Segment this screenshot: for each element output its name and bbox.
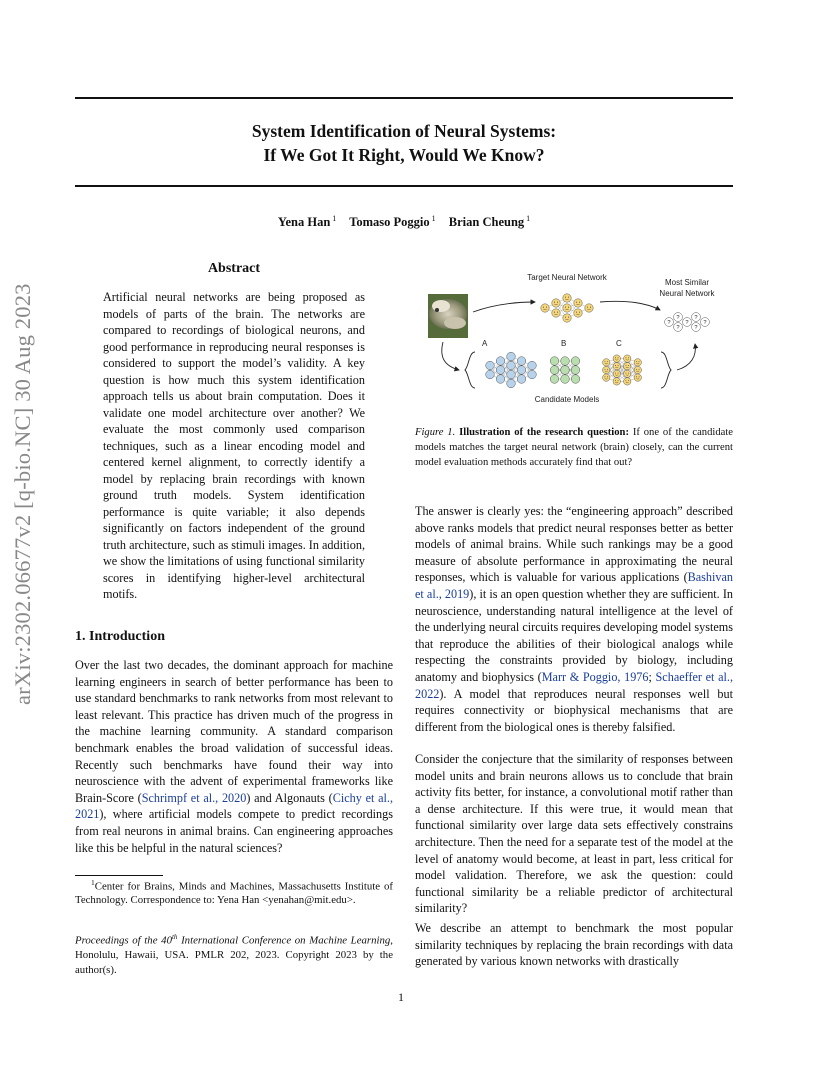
candidate-models-label: Candidate Models	[534, 395, 600, 404]
network-node	[634, 359, 641, 366]
node-face-eye	[636, 376, 637, 377]
citation-link[interactable]: Bashivan et al., 2019	[415, 570, 733, 601]
node-face-eye	[639, 376, 640, 377]
candidate-set-left-brace	[465, 352, 475, 388]
network-node	[624, 370, 631, 377]
author-affiliation-mark: 1	[526, 214, 531, 223]
network-node	[613, 363, 620, 370]
model-label-c: C	[616, 339, 622, 348]
most-similar-label-line-2: Neural Network	[659, 289, 715, 298]
node-face-eye	[626, 380, 627, 381]
network-node	[507, 379, 516, 388]
network-node	[624, 355, 631, 362]
network-node	[552, 309, 560, 317]
candidate-network-a	[486, 352, 537, 388]
network-node	[486, 361, 495, 370]
unknown-node-mark: ?	[694, 324, 698, 331]
figure-1-diagram	[415, 266, 735, 418]
node-face-eye	[636, 369, 637, 370]
network-node	[561, 357, 570, 366]
node-face-eye	[557, 302, 558, 303]
author-name: Tomaso Poggio	[349, 215, 430, 230]
network-node	[561, 375, 570, 384]
network-node	[624, 378, 631, 385]
page-number: 1	[398, 990, 404, 1004]
network-node	[528, 361, 537, 370]
title-line-2: If We Got It Right, Would We Know?	[263, 145, 545, 165]
citation-link[interactable]: Cichy et al., 2021	[75, 790, 393, 822]
unknown-node-mark: ?	[694, 314, 698, 321]
node-face-eye	[554, 302, 555, 303]
node-face-eye	[615, 357, 616, 358]
node-face-eye	[626, 357, 627, 358]
network-node	[517, 357, 526, 366]
footnote-mark: 1	[91, 878, 95, 887]
network-node	[603, 366, 610, 373]
network-node	[550, 375, 559, 384]
node-face-eye	[554, 312, 555, 313]
citation-link[interactable]: Marr & Poggio, 1976	[541, 669, 649, 684]
network-node	[496, 357, 505, 366]
author-name: Yena Han	[277, 215, 331, 230]
node-face-eye	[607, 361, 608, 362]
arxiv-identifier-text: arXiv:2302.06677v2 [q-bio.NC] 30 Aug 2023	[10, 283, 35, 705]
figure-1-caption: Figure 1. Illustration of the research question: If one of the candidate models matches the target neural network (brain) closely, can the current model evaluation methods accurately find that out?	[415, 427, 733, 468]
network-node	[634, 374, 641, 381]
node-face-eye	[618, 380, 619, 381]
stimulus-to-candidates-arrow	[442, 342, 459, 370]
node-face-eye	[639, 361, 640, 362]
node-face-eye	[626, 373, 627, 374]
node-face-eye	[628, 365, 629, 366]
author-name: Brian Cheung	[448, 215, 525, 230]
stimulus-to-target-arrow	[473, 302, 535, 312]
model-label-a: A	[482, 339, 488, 348]
node-face-eye	[576, 302, 577, 303]
target-network-label: Target Neural Network	[527, 273, 607, 282]
target-neural-network	[541, 294, 593, 322]
node-face-eye	[579, 302, 580, 303]
model-label-b: B	[561, 339, 567, 348]
proceedings-note: Proceedings of the 40th International Conference on Machine Learning, Honolulu, Hawaii, USA. PMLR 202, 2023. Copyright 2023 by the author(s).	[75, 933, 393, 976]
candidate-network-c	[603, 355, 642, 385]
network-node	[574, 299, 582, 307]
node-face-eye	[605, 361, 606, 362]
target-to-similar-arrow	[600, 301, 660, 310]
node-face-eye	[568, 317, 569, 318]
unknown-node-mark: ?	[703, 319, 707, 326]
section-heading-introduction: 1. Introduction	[75, 629, 165, 644]
node-face-eye	[565, 297, 566, 298]
candidate-set-right-brace	[661, 352, 671, 388]
network-node	[613, 370, 620, 377]
candidate-network-b	[550, 357, 580, 384]
right-column-paragraph-1: The answer is clearly yes: the “engineering approach” described above ranks models that predict neural responses better as better models of animal brains. While such rankings may be a good measure of absolute performance in approximating the neural responses, which is valuable for various applications (Bashivan et al., 2019), it is an open question whether they are sufficient. In neuroscience, understanding natural intelligence at the level of the underlying neural circuits requires developing model systems that reproduce the abilities of their biological analogs while respecting the constraints provided by biology, including anatomy and biophysics (Marr & Poggio, 1976; Schaeffer et al., 2022). A model that reproduces neural responses well but requires connectivity or biophysical mechanisms that are different from the biological ones is thereby falsified.	[415, 504, 733, 734]
node-face-eye	[636, 361, 637, 362]
title-bottom-rule	[75, 185, 733, 187]
network-node	[486, 370, 495, 379]
node-face-eye	[568, 307, 569, 308]
node-face-eye	[615, 373, 616, 374]
network-node	[574, 309, 582, 317]
network-node	[571, 366, 580, 375]
title-top-rule	[75, 97, 733, 99]
network-node	[507, 352, 516, 361]
most-similar-network	[665, 313, 710, 332]
node-face-eye	[568, 297, 569, 298]
unknown-node-mark: ?	[676, 314, 680, 321]
right-column-paragraph-3: We describe an attempt to benchmark the most popular similarity techniques by replacing the brain recordings with data generated by various known networks with drastically	[415, 921, 733, 969]
author-affiliation-mark: 1	[332, 214, 337, 223]
paper-title	[75, 119, 733, 167]
network-node	[613, 378, 620, 385]
network-node	[563, 294, 571, 302]
network-node	[613, 355, 620, 362]
node-face-eye	[615, 380, 616, 381]
network-node	[550, 366, 559, 375]
node-face-eye	[618, 357, 619, 358]
network-node	[541, 304, 549, 312]
node-face-eye	[628, 357, 629, 358]
unknown-node-mark: ?	[667, 319, 671, 326]
citation-link[interactable]: Schrimpf et al., 2020	[141, 790, 247, 805]
network-node	[571, 375, 580, 384]
node-face-eye	[628, 373, 629, 374]
citation-link[interactable]: Schaeffer et al., 2022	[415, 669, 733, 701]
network-node	[563, 304, 571, 312]
arxiv-identifier-stamp	[2, 275, 38, 705]
network-node	[507, 370, 516, 379]
network-node	[507, 361, 516, 370]
affiliation-footnote: $^1$Center for Brains, Minds and Machines, Massachusetts Institute of Technology. Correspondence to: Yena Han <yenahan@mit.edu>.	[75, 878, 393, 907]
stimulus-dog-photo	[428, 294, 468, 338]
network-node	[517, 366, 526, 375]
network-node	[496, 375, 505, 384]
node-face-eye	[543, 307, 544, 308]
node-face-eye	[565, 317, 566, 318]
node-face-eye	[618, 365, 619, 366]
node-face-eye	[587, 307, 588, 308]
node-face-eye	[605, 376, 606, 377]
abstract-heading: Abstract	[207, 261, 261, 276]
network-node	[624, 363, 631, 370]
network-node	[634, 366, 641, 373]
title-line-1: System Identification of Neural Systems:	[251, 121, 557, 141]
node-face-eye	[618, 373, 619, 374]
network-node	[603, 359, 610, 366]
node-face-eye	[546, 307, 547, 308]
author-list	[75, 214, 733, 230]
network-node	[561, 366, 570, 375]
author-affiliation-mark: 1	[431, 214, 436, 223]
unknown-node-mark: ?	[685, 319, 689, 326]
network-node	[528, 370, 537, 379]
network-node	[496, 366, 505, 375]
network-node	[550, 357, 559, 366]
node-face-eye	[628, 380, 629, 381]
node-face-eye	[639, 369, 640, 370]
network-node	[563, 314, 571, 322]
node-face-eye	[605, 369, 606, 370]
node-face-eye	[626, 365, 627, 366]
node-face-eye	[565, 307, 566, 308]
introduction-paragraph: Over the last two decades, the dominant approach for machine learning engineers in search of better performance has been to use standard benchmarks to rank networks from most relevant to least relevant. This practice has driven much of the progress in the machine learning community. A standard comparison benchmark enables the broad validation of successful ideas. Recently such benchmarks have found their way into neuroscience with the advent of experimental frameworks like Brain-Score (Schrimpf et al., 2020) and Algonauts (Cichy et al., 2021), where artificial models compete to predict recordings from real neurons in animal brains. Can engineering approaches like this be helpful in the natural sciences?	[75, 658, 393, 855]
network-node	[603, 374, 610, 381]
node-face-eye	[576, 312, 577, 313]
node-face-eye	[590, 307, 591, 308]
candidates-to-similar-arrow	[677, 344, 695, 370]
network-node	[571, 357, 580, 366]
network-node	[585, 304, 593, 312]
right-column-paragraph-2: Consider the conjecture that the similarity of responses between model units and brain neurons allows us to conclude that brain activity fits better, for instance, a convolutional motif rather than a dense architecture. If this were true, it would mean that functional similarity over large data sets effectively constrains architecture. Then the need for a separate test of the model at the level of anatomy would become, at least in part, less critical for model validation. Therefore, we ask the question: could functional similarity be a reliable predictor of architectural similarity?	[415, 752, 733, 916]
unknown-node-mark: ?	[676, 324, 680, 331]
network-node	[517, 375, 526, 384]
most-similar-label-line-1: Most Similar	[664, 278, 710, 287]
node-face-eye	[557, 312, 558, 313]
node-face-eye	[607, 369, 608, 370]
node-face-eye	[579, 312, 580, 313]
network-node	[552, 299, 560, 307]
node-face-eye	[615, 365, 616, 366]
abstract-text: Artificial neural networks are being proposed as models of parts of the brain. The networks are compared to recordings of biological neurons, and good performance in reproducing neural responses is considered to support the model’s validity. A key question is how much this system identification approach tells us about brain computation. Does it validate one model architecture over another? We evaluate the most commonly used comparison techniques, such as a linear encoding model and centered kernel alignment, to correctly identify a model by replacing brain recordings with known ground truth models. System identification performance is quite variable; it also depends significantly on factors independent of the ground truth architecture, such as stimuli images. In addition, we show the limitations of using functional similarity scores in identifying higher-level architectural motifs.	[103, 290, 365, 601]
node-face-eye	[607, 376, 608, 377]
